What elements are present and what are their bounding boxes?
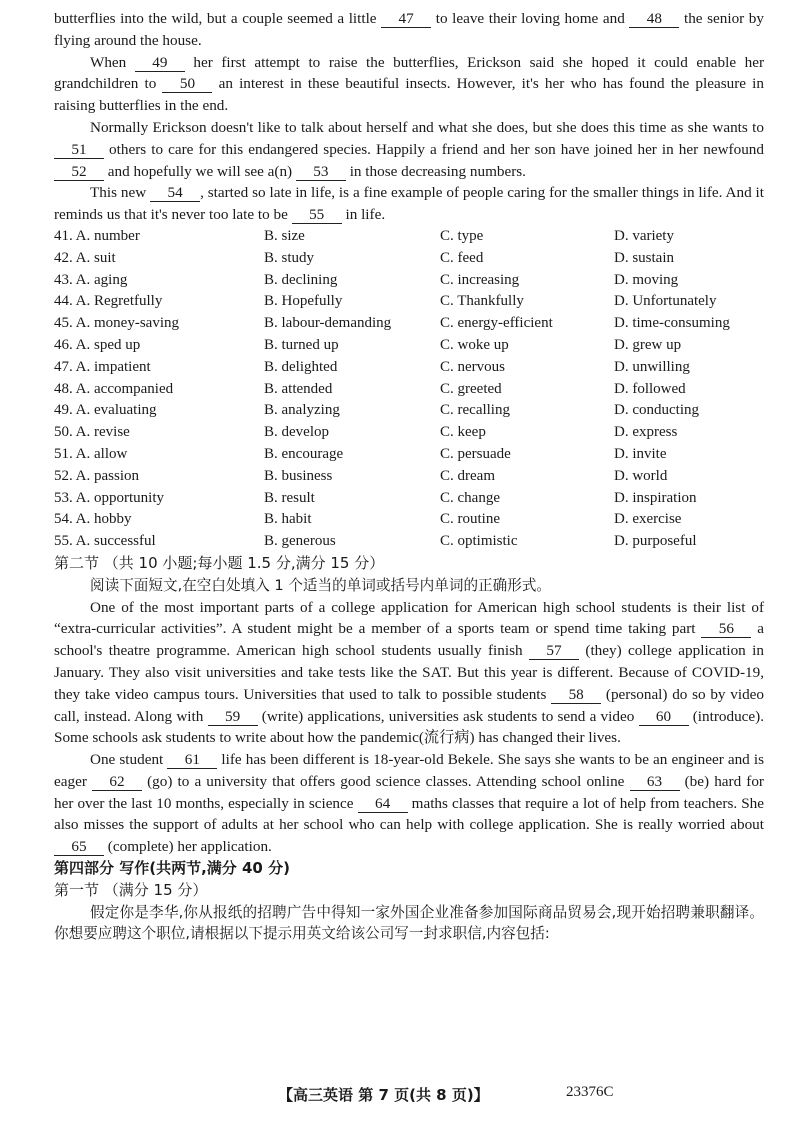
option-choice: 54. A. hobby — [54, 511, 132, 528]
part4-subheading: 第一节 （满分 15 分） — [54, 880, 208, 899]
option-choice: C. increasing — [440, 271, 520, 288]
option-row — [54, 444, 764, 466]
option-choice: B. encourage — [264, 445, 344, 462]
paragraph-text: (personal) do so by video call, instead. Along with — [54, 685, 764, 725]
option-choice: B. declining — [264, 271, 338, 288]
option-choice: B. attended — [264, 380, 333, 397]
paragraph-text: (introduce). Some schools ask students to write about how the pandemic(流行病) has changed their lives. — [54, 707, 765, 747]
passage-paragraph — [54, 182, 764, 226]
option-choice: B. generous — [264, 533, 336, 550]
option-choice: 45. A. money-saving — [54, 315, 179, 332]
blank-63: 63 — [630, 773, 680, 791]
paragraph-text: butterflies into the wild, but a couple seemed a little — [54, 10, 382, 27]
paragraph-text: (write) applications, universities ask students to send a video — [257, 707, 639, 725]
option-choice: D. time-consuming — [614, 315, 730, 332]
paragraph-text: maths classes that require a lot of help from teachers. She also misses the support of adults at her school who can help with college application. She is really worried about — [54, 794, 765, 834]
option-choice: 46. A. sped up — [54, 336, 141, 353]
paragraph-text: One student — [90, 751, 168, 769]
section2-instruction: 阅读下面短文,在空白处填入 1 个适当的单词或括号内单词的正确形式。 — [90, 576, 552, 594]
option-choice: 43. A. aging — [54, 271, 128, 288]
option-choice: C. change — [440, 489, 500, 506]
paragraph-text: a school's theatre programme. American high school students usually finish — [54, 620, 764, 660]
option-row — [54, 379, 764, 401]
paragraph-text: (complete) her application. — [104, 838, 272, 856]
passage-paragraph — [54, 597, 764, 750]
paragraph-text: life has been different is 18-year-old Bekele. She says she wants to be an engineer and is eager — [54, 751, 764, 790]
option-choice: B. business — [264, 467, 333, 484]
blank-62: 62 — [92, 773, 142, 791]
blank-61: 61 — [167, 751, 217, 769]
option-row — [54, 357, 764, 379]
option-choice: C. optimistic — [440, 533, 518, 550]
option-choice: D. exercise — [614, 511, 682, 528]
blank-48: 48 — [629, 10, 679, 28]
option-choice: 48. A. accompanied — [54, 380, 174, 397]
paragraph-text: (go) to a university that offers good science classes. Attending school online — [142, 772, 630, 790]
blank-50: 50 — [162, 75, 212, 93]
option-row — [54, 466, 764, 488]
option-row — [54, 248, 764, 270]
paragraph-text: , started so late in life, is a fine example of people caring for the smaller things in life. And it reminds us that it's never too late to be — [54, 184, 764, 224]
option-choice: D. purposeful — [614, 533, 697, 550]
paragraph-text: One of the most important parts of a college application for American high school students is their list of “extra-curricular activities”. A student might be a member of a sports team or spend time taking part — [54, 598, 764, 638]
paragraph-text: the senior by flying around the house. — [54, 10, 764, 49]
option-choice: D. world — [614, 467, 668, 484]
option-choice: C. nervous — [440, 358, 505, 375]
option-choice: B. habit — [264, 511, 312, 528]
paragraph-text: an interest in these beautiful insects. However, it's her who has found the pleasure in raising butterflies in the end. — [54, 75, 764, 115]
paragraph-text: in those decreasing numbers. — [345, 162, 526, 180]
option-choice: D. moving — [614, 271, 679, 288]
option-choice: D. unwilling — [614, 358, 690, 375]
option-row — [54, 226, 764, 248]
option-choice: B. delighted — [264, 358, 338, 375]
option-choice: 49. A. evaluating — [54, 402, 157, 419]
passage-paragraph — [54, 117, 764, 182]
option-choice: B. Hopefully — [264, 293, 343, 310]
option-choice: D. grew up — [614, 336, 682, 353]
option-choice: B. turned up — [264, 336, 339, 353]
option-choice: B. labour-demanding — [264, 315, 392, 332]
passage-end — [54, 8, 764, 226]
paragraph-text: (be) hard for her over the last 10 months, especially in science — [54, 772, 764, 812]
option-choice: C. greeted — [440, 380, 502, 397]
blank-53: 53 — [296, 163, 346, 181]
option-choice: D. express — [614, 424, 678, 441]
paragraph-text: This new — [90, 184, 151, 202]
option-choice: C. dream — [440, 467, 495, 484]
option-choice: B. result — [264, 489, 315, 506]
blank-49: 49 — [135, 54, 185, 72]
blank-51: 51 — [54, 141, 104, 159]
option-choice: D. conducting — [614, 402, 699, 419]
option-row — [54, 509, 764, 531]
option-choice: D. followed — [614, 380, 686, 397]
blank-59: 59 — [208, 708, 258, 726]
option-row — [54, 335, 764, 357]
option-choice: B. study — [264, 249, 315, 266]
paragraph-text: others to care for this endangered species. Happily a friend and her son have joined her in her newfound — [104, 140, 764, 158]
option-choice: 53. A. opportunity — [54, 489, 165, 506]
paragraph-text: When — [90, 53, 135, 71]
option-row — [54, 400, 764, 422]
section2-heading: 第二节 （共 10 小题;每小题 1.5 分,满分 15 分） — [54, 553, 385, 572]
option-choice: C. recalling — [440, 402, 510, 419]
footer-code: 23376C — [566, 1084, 614, 1100]
option-choice: D. sustain — [614, 249, 674, 266]
option-choice: C. Thankfully — [440, 293, 524, 310]
part4-heading: 第四部分 写作(共两节,满分 40 分) — [54, 859, 290, 878]
blank-56: 56 — [701, 620, 751, 638]
paragraph-text: Normally Erickson doesn't like to talk about herself and what she does, but she does this time as she wants to — [90, 118, 764, 136]
option-choice: C. keep — [440, 424, 486, 441]
option-choice: 44. A. Regretfully — [54, 293, 163, 310]
blank-58: 58 — [551, 686, 601, 704]
option-row — [54, 531, 764, 553]
blank-65: 65 — [54, 838, 104, 856]
option-choice: B. size — [264, 227, 305, 244]
option-row — [54, 488, 764, 510]
option-choice: 51. A. allow — [54, 445, 128, 462]
blank-60: 60 — [639, 708, 689, 726]
option-choice: C. persuade — [440, 445, 511, 462]
option-choice: 52. A. passion — [54, 467, 140, 484]
option-choice: D. inspiration — [614, 489, 697, 506]
option-choice: D. Unfortunately — [614, 293, 717, 310]
option-choice: B. analyzing — [264, 402, 340, 419]
paragraph-text: in life. — [341, 206, 386, 224]
option-row — [54, 291, 764, 313]
options-list — [54, 226, 764, 553]
blank-55: 55 — [292, 206, 342, 224]
option-choice: B. develop — [264, 424, 329, 441]
passage-paragraph — [54, 749, 764, 858]
blank-52: 52 — [54, 163, 104, 181]
option-row — [54, 313, 764, 335]
option-choice: C. routine — [440, 511, 500, 528]
paragraph-text: to leave their loving home and — [431, 10, 630, 27]
passage-paragraph — [54, 52, 764, 117]
paragraph-text: (they) college application in January. They also visit universities and take tests like the SAT. But this year is different. Because of COVID-19, they take video campus tours. Universities that used to talk to possible students — [54, 642, 764, 703]
option-choice: C. woke up — [440, 336, 509, 353]
option-choice: C. type — [440, 227, 484, 244]
option-choice: 42. A. suit — [54, 249, 116, 266]
blank-47: 47 — [381, 10, 431, 28]
option-choice: C. feed — [440, 249, 484, 266]
blank-57: 57 — [529, 642, 579, 660]
option-choice: 41. A. number — [54, 227, 140, 244]
option-choice: 50. A. revise — [54, 424, 130, 441]
option-choice: 47. A. impatient — [54, 358, 151, 375]
option-choice: C. energy-efficient — [440, 315, 553, 332]
option-choice: 55. A. successful — [54, 533, 156, 550]
section2-passage — [54, 597, 764, 859]
blank-54: 54 — [150, 184, 200, 202]
blank-64: 64 — [358, 795, 408, 813]
part4-prompt: 假定你是李华,你从报纸的招聘广告中得知一家外国企业准备参加国际商品贸易会,现开始招聘兼职翻译。你想要应聘这个职位,请根据以下提示用英文给该公司写一封求职信,内容包括: — [54, 903, 764, 943]
passage-paragraph — [54, 8, 764, 52]
option-choice: D. invite — [614, 445, 667, 462]
option-row — [54, 422, 764, 444]
option-choice: D. variety — [614, 227, 674, 244]
footer-label: 【高三英语 第 7 页(共 8 页)】 — [278, 1086, 489, 1104]
paragraph-text: her first attempt to raise the butterflies, Erickson said she hoped it could enable her grandchildren to — [54, 53, 765, 93]
paragraph-text: and hopefully we will see a(n) — [104, 162, 296, 180]
option-row — [54, 270, 764, 292]
